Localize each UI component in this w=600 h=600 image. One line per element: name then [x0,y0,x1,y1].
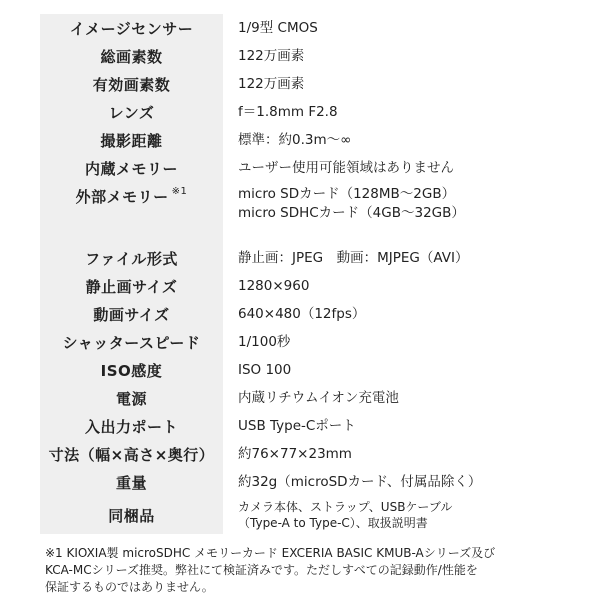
spec-row-effective-pixels [40,70,570,98]
spec-row-iso [40,356,570,384]
spec-value: 1/9型 CMOS [238,19,318,36]
spec-label: 同梱品 [40,496,223,534]
spec-value: ISO 100 [238,361,292,378]
spec-row-external-memory [40,182,570,244]
spec-row-power [40,384,570,412]
spec-table [40,14,570,534]
spec-label: レンズ [40,98,223,126]
footnote-line: KCA-MCシリーズ推奨。弊社にて検証済みです。ただしすべての記録動作/性能を [45,563,478,577]
spec-value: USB Type-Cポート [238,417,356,434]
spec-row-dimensions [40,440,570,468]
spec-value: 640×480（12fps） [238,305,366,322]
spec-label: シャッタースピード [40,328,223,356]
spec-label: 内蔵メモリー [40,154,223,182]
spec-row-shutter-speed [40,328,570,356]
spec-label: 動画サイズ [40,300,223,328]
spec-label: ISO感度 [40,356,223,384]
spec-row-lens [40,98,570,126]
spec-row-video-size [40,300,570,328]
spec-label: 重量 [40,468,223,496]
spec-value: 内蔵リチウムイオン充電池 [238,389,399,406]
spec-value: 1/100秒 [238,333,291,350]
spec-value: カメラ本体、ストラップ、USBケーブル （Type-A to Type-C）、取扱説明書 [238,500,453,530]
spec-value: 122万画素 [238,75,305,92]
spec-row-still-image-size [40,272,570,300]
spec-row-file-format [40,244,570,272]
footnote-marker: ※1 [171,186,188,197]
spec-row-package-contents [40,496,570,534]
spec-value: 1280×960 [238,277,310,294]
spec-label: 撮影距離 [40,126,223,154]
spec-label: 電源 [40,384,223,412]
spec-row-total-pixels [40,42,570,70]
footnote-line: 保証するものではありません。 [45,580,214,594]
spec-value: micro SDカード（128MB〜2GB） micro SDHCカード（4GB〜32GB） [238,186,465,221]
spec-label: 入出力ポート [40,412,223,440]
spec-label: 寸法（幅×高さ×奥行） [40,440,223,468]
spec-label: 総画素数 [40,42,223,70]
spec-value: 標準：約0.3m〜∞ [238,131,352,148]
spec-value: ユーザー使用可能領域はありません [238,159,454,176]
spec-row-shooting-distance [40,126,570,154]
spec-label: イメージセンサー [40,14,223,42]
spec-row-image-sensor [40,14,570,42]
spec-label: 有効画素数 [40,70,223,98]
footnote-line: ※1 KIOXIA製 microSDHC メモリーカード EXCERIA BASIC KMUB-Aシリーズ及び [45,546,496,560]
spec-value: 約32g（microSDカード、付属品除く） [238,473,482,490]
spec-value: 122万画素 [238,47,305,64]
spec-value: 約76×77×23mm [238,445,352,462]
spec-value: f＝1.8mm F2.8 [238,103,338,120]
spec-label: ファイル形式 [40,244,223,272]
spec-row-internal-memory [40,154,570,182]
spec-label: 静止画サイズ [40,272,223,300]
spec-value: 静止画：JPEG 動画：MJPEG（AVI） [238,249,469,266]
spec-label: 外部メモリー ※1 [40,182,223,244]
footnote [45,545,585,596]
spec-row-io-port [40,412,570,440]
spec-row-weight [40,468,570,496]
